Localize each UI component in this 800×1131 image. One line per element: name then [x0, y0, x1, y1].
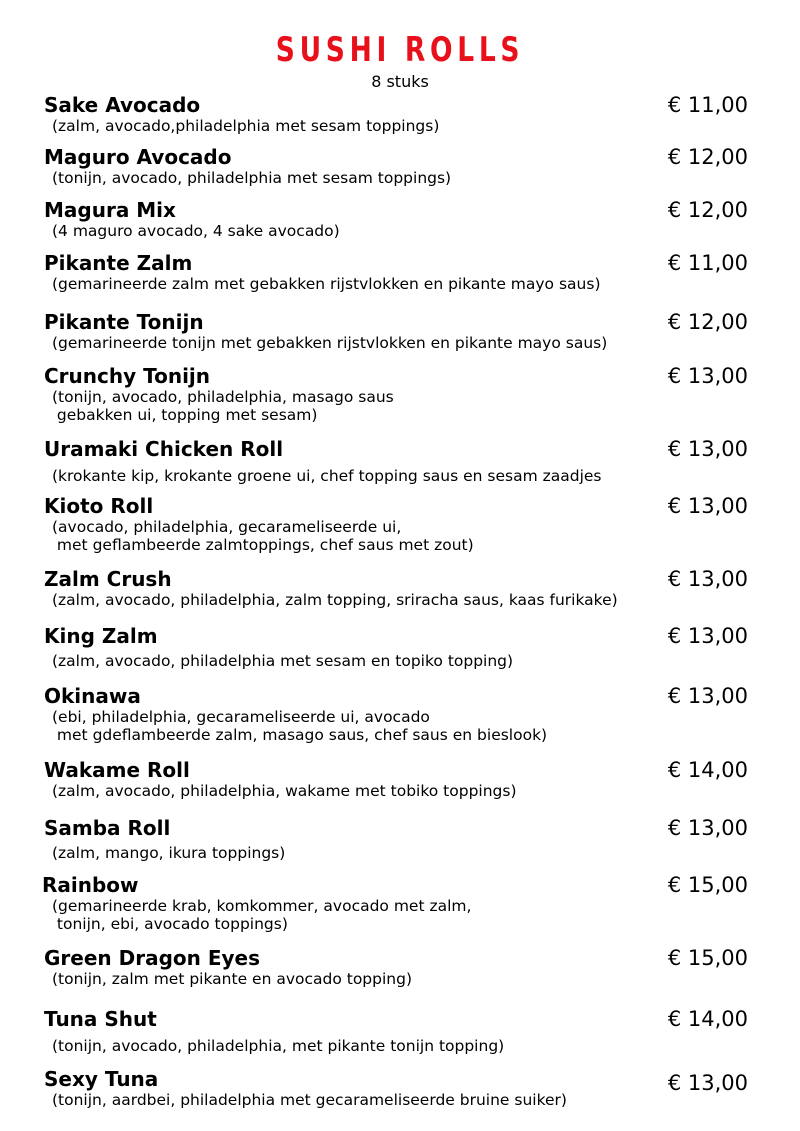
item-name: Pikante Zalm [44, 251, 193, 275]
item-name: Uramaki Chicken Roll [44, 437, 284, 461]
item-price: € 14,00 [667, 758, 748, 782]
item-description: (tonijn, zalm met pikante en avocado topping) [52, 970, 413, 988]
item-description: (tonijn, avocado, philadelphia met sesam toppings) [52, 169, 452, 187]
item-price: € 15,00 [667, 873, 748, 897]
item-price: € 13,00 [667, 364, 748, 388]
item-description: (zalm, avocado, philadelphia, zalm topping, sriracha saus, kaas furikake) [52, 591, 618, 609]
item-description: (tonijn, avocado, philadelphia, masago saus gebakken ui, topping met sesam) [52, 388, 394, 424]
item-description: (tonijn, avocado, philadelphia, met pikante tonijn topping) [52, 1037, 505, 1055]
item-description: (zalm, avocado, philadelphia, wakame met tobiko toppings) [52, 782, 517, 800]
item-name: Tuna Shut [44, 1007, 157, 1031]
item-price: € 12,00 [667, 145, 748, 169]
item-price: € 12,00 [667, 198, 748, 222]
item-description: (gemarineerde zalm met gebakken rijstvlokken en pikante mayo saus) [52, 275, 601, 293]
item-price: € 13,00 [667, 684, 748, 708]
item-name: Rainbow [42, 873, 139, 897]
item-name: Wakame Roll [44, 758, 190, 782]
item-price: € 13,00 [667, 816, 748, 840]
item-price: € 14,00 [667, 1007, 748, 1031]
item-price: € 15,00 [667, 946, 748, 970]
item-description: (tonijn, aardbei, philadelphia met gecarameliseerde bruine suiker) [52, 1091, 567, 1109]
item-name: Green Dragon Eyes [44, 946, 260, 970]
item-price: € 13,00 [667, 567, 748, 591]
item-name: Crunchy Tonijn [44, 364, 211, 388]
item-name: Samba Roll [44, 816, 171, 840]
item-description: (gemarineerde krab, komkommer, avocado met zalm, tonijn, ebi, avocado toppings) [52, 897, 472, 933]
item-name: Zalm Crush [44, 567, 172, 591]
menu-subtitle: 8 stuks [371, 72, 429, 91]
item-description: (zalm, avocado,philadelphia met sesam toppings) [52, 117, 440, 135]
item-price: € 13,00 [667, 1071, 748, 1095]
item-name: Sake Avocado [44, 93, 201, 117]
item-price: € 12,00 [667, 310, 748, 334]
item-name: Kioto Roll [44, 494, 154, 518]
item-description: (ebi, philadelphia, gecarameliseerde ui, avocado met gdeflambeerde zalm, masago saus, chef saus en bieslook) [52, 708, 548, 744]
item-description: (avocado, philadelphia, gecarameliseerde ui, met geflambeerde zalmtoppings, chef saus met zout) [52, 518, 474, 554]
item-name: King Zalm [44, 624, 158, 648]
item-price: € 13,00 [667, 624, 748, 648]
item-price: € 11,00 [667, 93, 748, 117]
item-name: Maguro Avocado [44, 145, 232, 169]
menu-title: SUSHI ROLLS [275, 30, 525, 70]
item-description: (4 maguro avocado, 4 sake avocado) [52, 222, 340, 240]
item-name: Pikante Tonijn [44, 310, 204, 334]
item-description: (zalm, mango, ikura toppings) [52, 844, 286, 862]
item-price: € 13,00 [667, 494, 748, 518]
item-description: (gemarineerde tonijn met gebakken rijstvlokken en pikante mayo saus) [52, 334, 608, 352]
item-name: Magura Mix [44, 198, 176, 222]
item-price: € 11,00 [667, 251, 748, 275]
item-price: € 13,00 [667, 437, 748, 461]
item-name: Sexy Tuna [44, 1067, 159, 1091]
item-name: Okinawa [44, 684, 141, 708]
item-description: (krokante kip, krokante groene ui, chef topping saus en sesam zaadjes [52, 467, 602, 485]
item-description: (zalm, avocado, philadelphia met sesam en topiko topping) [52, 652, 514, 670]
